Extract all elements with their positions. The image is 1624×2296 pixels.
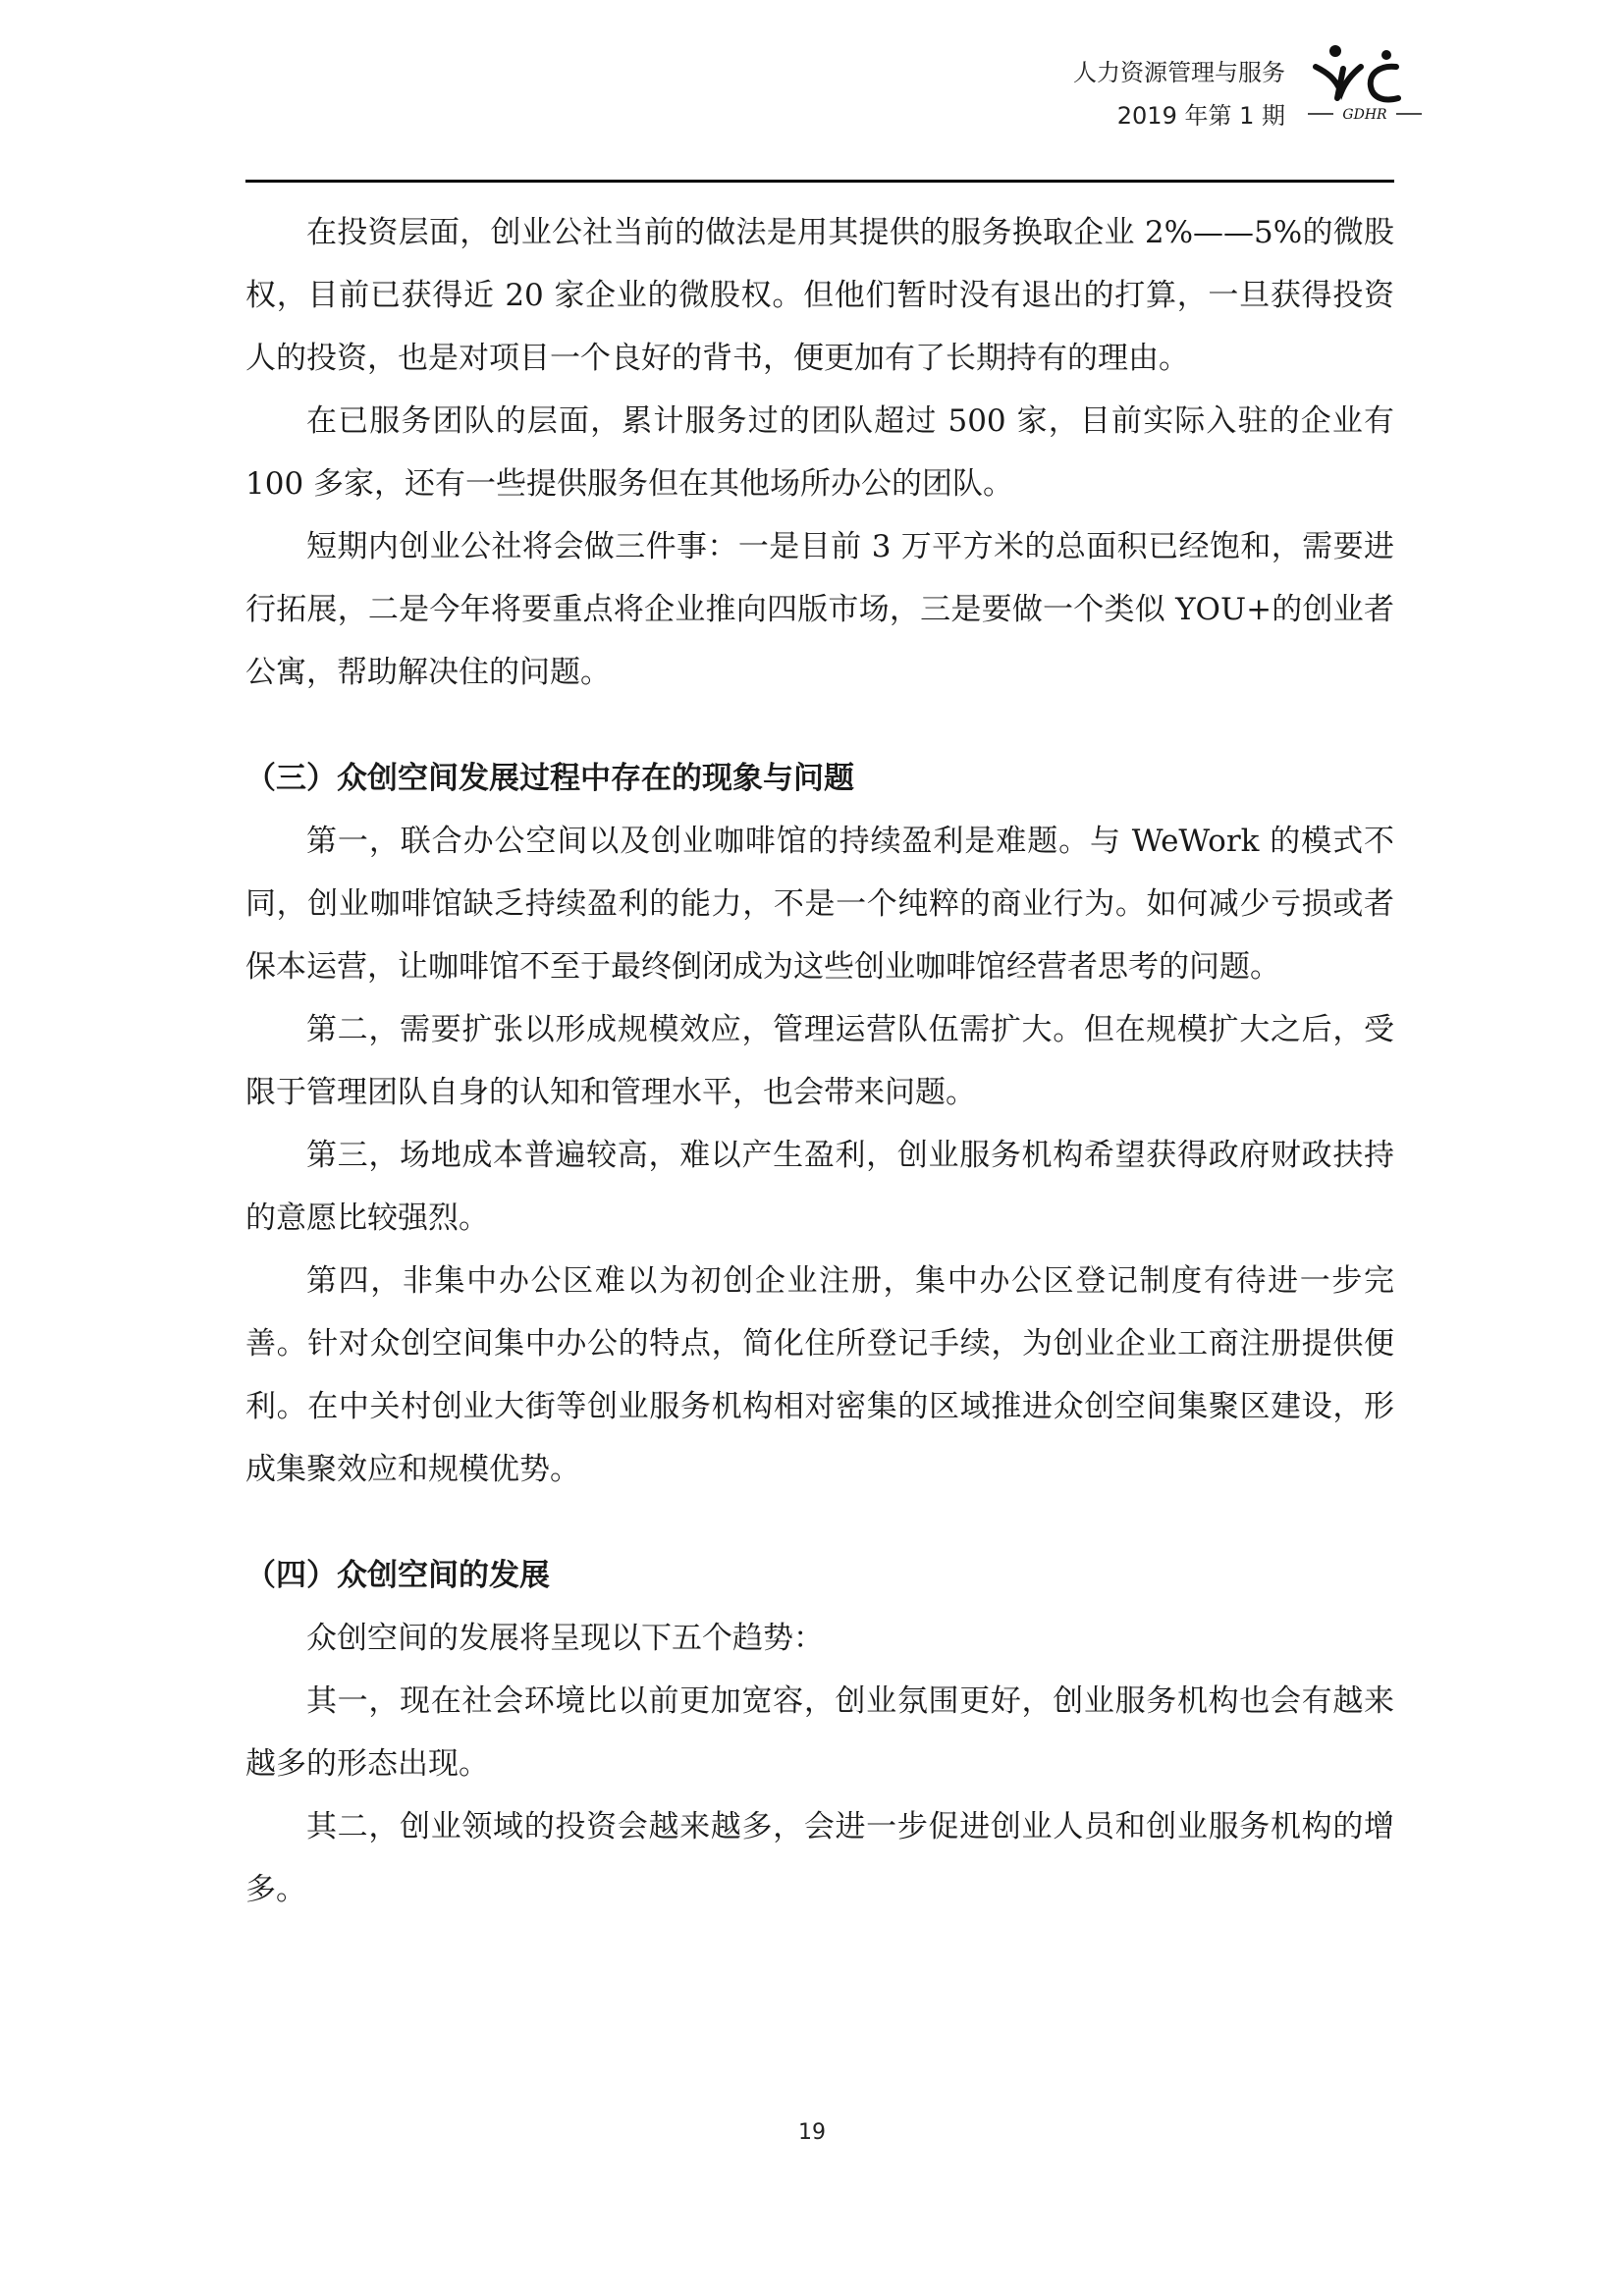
paragraph: 在已服务团队的层面，累计服务过的团队超过 500 家，目前实际入驻的企业有 100 多家，还有一些提供服务但在其他场所办公的团队。 (245, 403, 1394, 502)
paragraph: 众创空间的发展将呈现以下五个趋势： (306, 1621, 824, 1656)
section-heading-4: （四）众创空间的发展 (245, 1558, 550, 1593)
header-text (1073, 51, 1285, 137)
gdhr-logo (1306, 43, 1424, 126)
logo-text: GDHR (1342, 107, 1387, 123)
document-body (245, 201, 1394, 1921)
section-gap (245, 704, 1394, 747)
paragraph: 第二，需要扩张以形成规模效应，管理运营队伍需扩大。但在规模扩大之后，受限于管理团队自身的认知和管理水平，也会带来问题。 (245, 1012, 1394, 1110)
paragraph: 在投资层面，创业公社当前的做法是用其提供的服务换取企业 2%——5%的微股权，目前已获得近 20 家企业的微股权。但他们暂时没有退出的打算，一旦获得投资人的投资，也是对项目一个良好的背书，便更加有了长期持有的理由。 (245, 215, 1394, 376)
paragraph: 第三，场地成本普遍较高，难以产生盈利，创业服务机构希望获得政府财政扶持的意愿比较强烈。 (245, 1138, 1394, 1236)
paragraph: 其二，创业领域的投资会越来越多，会进一步促进创业人员和创业服务机构的增多。 (245, 1809, 1394, 1907)
publication-title: 人力资源管理与服务 (1073, 59, 1285, 86)
header-rule (245, 180, 1394, 183)
paragraph: 其一，现在社会环境比以前更加宽容，创业氛围更好，创业服务机构也会有越来越多的形态出现。 (245, 1683, 1394, 1782)
paragraph: 短期内创业公社将会做三件事：一是目前 3 万平方米的总面积已经饱和，需要进行拓展，二是今年将要重点将企业推向四版市场，三是要做一个类似 YOU+的创业者公寓，帮助解决住的问题。 (245, 529, 1394, 690)
section-gap (245, 1501, 1394, 1544)
issue-label: 2019 年第 1 期 (1116, 102, 1285, 130)
paragraph: 第一，联合办公空间以及创业咖啡馆的持续盈利是难题。与 WeWork 的模式不同，创业咖啡馆缺乏持续盈利的能力，不是一个纯粹的商业行为。如何减少亏损或者保本运营，让咖啡馆不至于最终倒闭成为这些创业咖啡馆经营者思考的问题。 (245, 824, 1394, 985)
page-number: 19 (798, 2120, 826, 2145)
section-heading-3: （三）众创空间发展过程中存在的现象与问题 (245, 761, 854, 796)
paragraph: 第四，非集中办公区难以为初创企业注册，集中办公区登记制度有待进一步完善。针对众创空间集中办公的特点，简化住所登记手续，为创业企业工商注册提供便利。在中关村创业大街等创业服务机构相对密集的区域推进众创空间集聚区建设，形成集聚效应和规模优势。 (245, 1263, 1394, 1487)
page-header (0, 0, 1624, 187)
